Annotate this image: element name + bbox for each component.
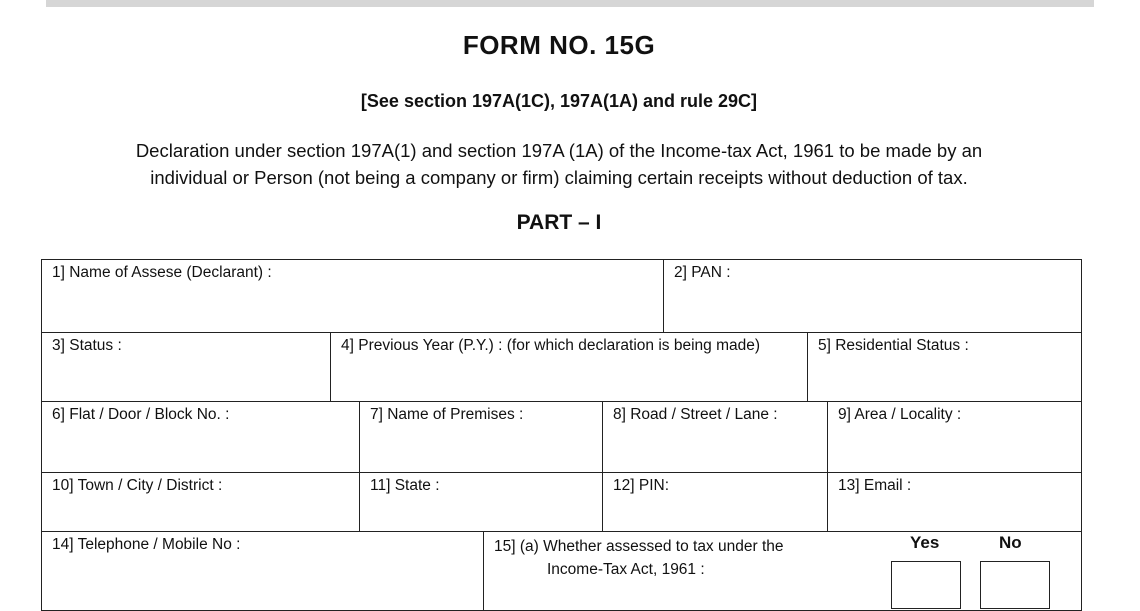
area-locality-field[interactable] [827, 401, 1082, 473]
telephone-mobile-field[interactable] [41, 531, 484, 611]
road-street-lane-label: 8] Road / Street / Lane : [613, 406, 778, 423]
state-field[interactable] [359, 472, 603, 532]
flat-door-block-field[interactable] [41, 401, 360, 473]
pan-label: 2] PAN : [674, 264, 731, 281]
previous-year-field[interactable] [330, 332, 808, 402]
top-divider-bar [46, 0, 1094, 7]
residential-status-label: 5] Residential Status : [818, 337, 969, 354]
declaration-line-2: individual or Person (not being a company or firm) claiming certain receipts without deduction of tax. [150, 167, 968, 188]
declaration-text [0, 137, 1118, 191]
yes-checkbox[interactable] [891, 561, 961, 609]
pin-label: 12] PIN: [613, 477, 669, 494]
town-city-district-label: 10] Town / City / District : [52, 477, 223, 494]
declaration-line-1: Declaration under section 197A(1) and section 197A (1A) of the Income-tax Act, 1961 to be made by an [135, 140, 983, 161]
no-label: No [999, 533, 1022, 552]
assessed-to-tax-label-line-1: 15] (a) Whether assessed to tax under the [494, 538, 784, 555]
telephone-mobile-label: 14] Telephone / Mobile No : [52, 536, 241, 553]
assessed-to-tax-label-line-2: Income-Tax Act, 1961 : [547, 561, 705, 578]
previous-year-label: 4] Previous Year (P.Y.) : (for which declaration is being made) [341, 337, 761, 354]
name-of-assesse-label: 1] Name of Assese (Declarant) : [52, 264, 272, 281]
status-field[interactable] [41, 332, 331, 402]
town-city-district-field[interactable] [41, 472, 360, 532]
name-of-assesse-field[interactable] [41, 259, 664, 333]
form-subtitle: [See section 197A(1C), 197A(1A) and rule 29C] [360, 91, 758, 111]
part-title: PART – I [516, 211, 602, 234]
pin-field[interactable] [602, 472, 828, 532]
status-label: 3] Status : [52, 337, 122, 354]
area-locality-label: 9] Area / Locality : [838, 406, 962, 423]
state-label: 11] State : [370, 477, 440, 494]
email-field[interactable] [827, 472, 1082, 532]
email-label: 13] Email : [838, 477, 912, 494]
assessed-to-tax-question [494, 535, 834, 581]
yes-label: Yes [910, 533, 940, 552]
flat-door-block-label: 6] Flat / Door / Block No. : [52, 406, 230, 423]
no-checkbox[interactable] [980, 561, 1050, 609]
road-street-lane-field[interactable] [602, 401, 828, 473]
form-title: FORM NO. 15G [462, 30, 656, 60]
name-of-premises-field[interactable] [359, 401, 603, 473]
residential-status-field[interactable] [807, 332, 1082, 402]
name-of-premises-label: 7] Name of Premises : [370, 406, 524, 423]
pan-field[interactable] [663, 259, 1082, 333]
